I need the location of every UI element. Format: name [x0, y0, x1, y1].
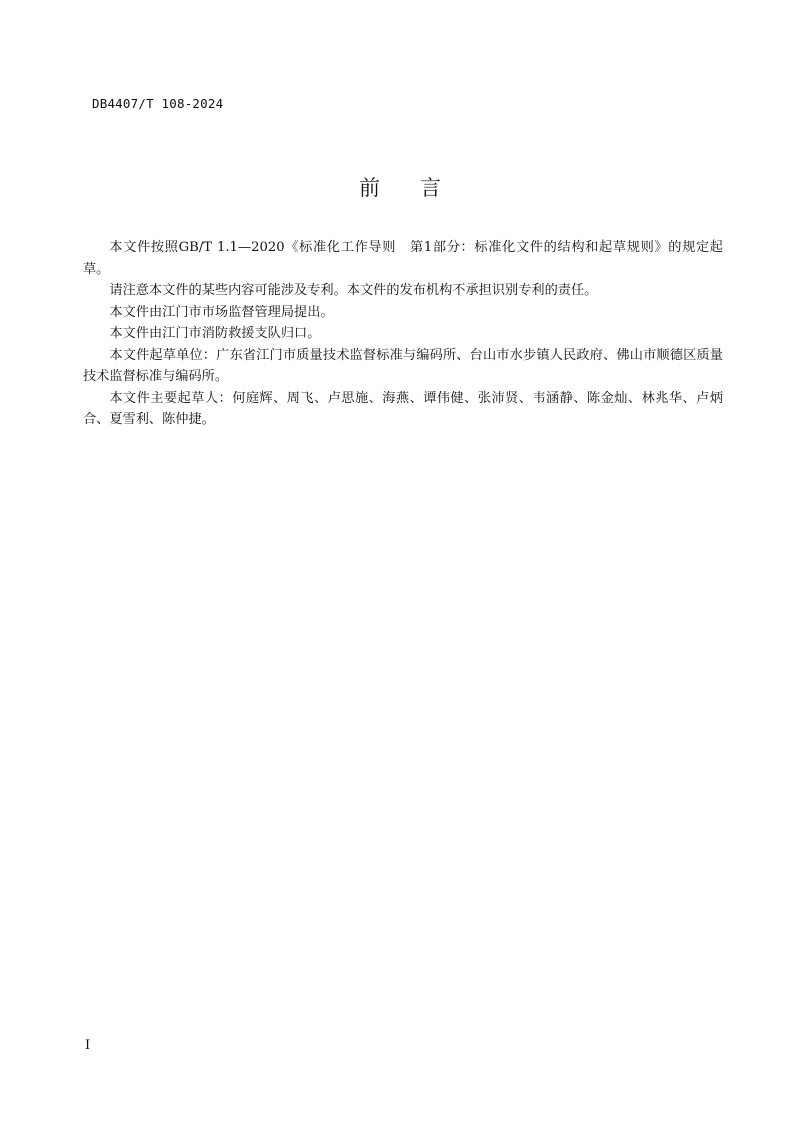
paragraph-drafting-units: 本文件起草单位：广东省江门市质量技术监督标准与编码所、台山市水步镇人民政府、佛山市顺德区质量技术监督标准与编码所。: [83, 347, 723, 384]
document-code: DB4407/T 108-2024: [92, 96, 224, 111]
paragraph-drafting-rules: 本文件按照GB/T 1.1—2020《标准化工作导则 第1部分：标准化文件的结构和起草规则》的规定起草。: [83, 240, 723, 277]
foreword-body: [83, 237, 723, 431]
paragraph-patent-notice: 请注意本文件的某些内容可能涉及专利。本文件的发布机构不承担识别专利的责任。: [109, 283, 598, 298]
paragraph-proposer: 本文件由江门市市场监督管理局提出。: [109, 304, 334, 320]
section-title: 前言: [359, 176, 481, 200]
page-number: I: [85, 1038, 91, 1053]
paragraph-drafters: 本文件主要起草人：何庭辉、周飞、卢思施、海燕、谭伟健、张沛贤、韦涵静、陈金灿、林兆华、卢炳合、夏雪利、陈仲捷。: [83, 390, 723, 427]
paragraph-administrator: 本文件由江门市消防救援支队归口。: [109, 326, 321, 341]
